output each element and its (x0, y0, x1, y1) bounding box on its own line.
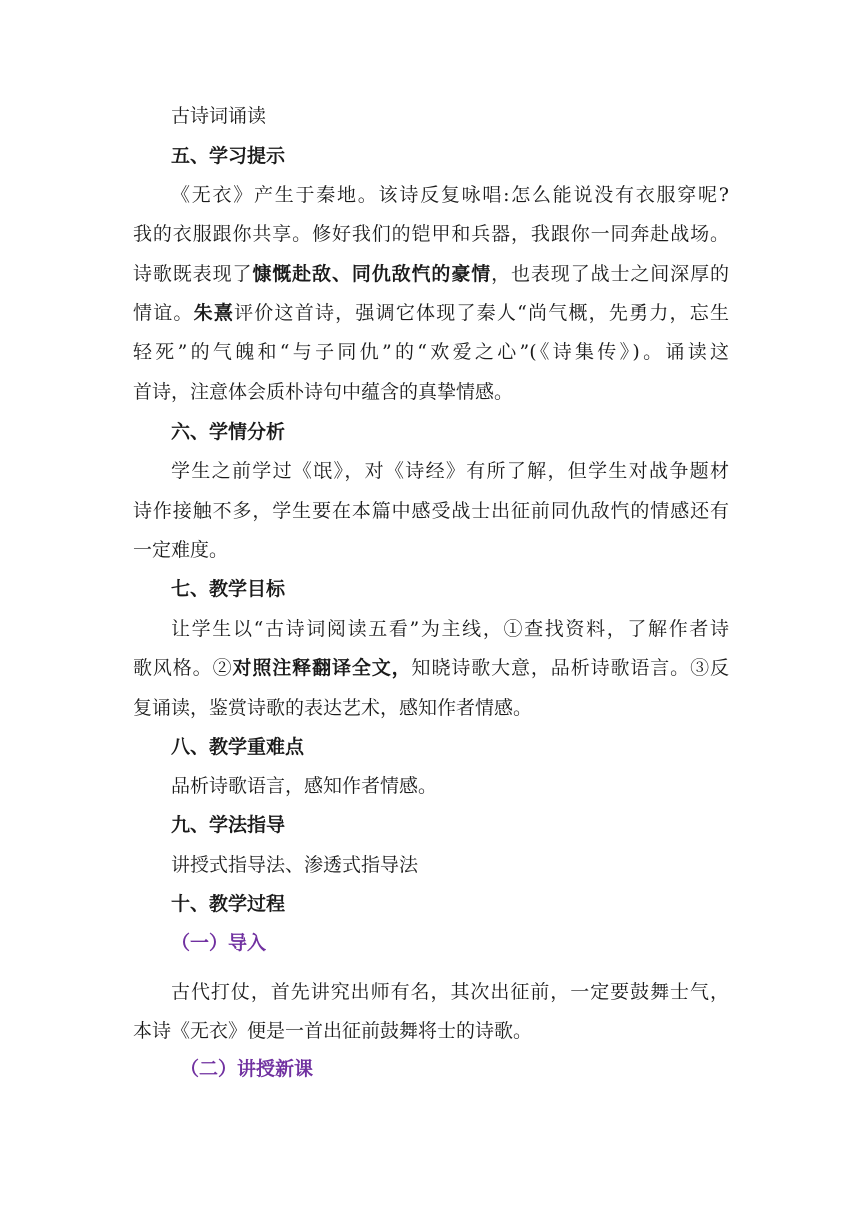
heading-teaching-goals: 七、教学目标 (171, 578, 286, 600)
top-line: 古诗词诵读 (171, 105, 267, 127)
subheading-new-lesson: （二）讲授新课 (180, 1058, 314, 1080)
paragraph-line: 复诵读，鉴赏诗歌的表达艺术，感知作者情感。 (133, 697, 533, 719)
emphasis-text: 朱熹 (193, 302, 235, 324)
paragraph-line: 诗作接触不多，学生要在本篇中感受战士出征前同仇敌忾的情感还有 (133, 500, 729, 522)
paragraph-line: 《无衣》产生于秦地。该诗反复咏唱:怎么能说没有衣服穿呢? (171, 184, 729, 206)
text-span: 情谊。 (133, 302, 194, 324)
heading-study-method: 九、学法指导 (171, 814, 286, 836)
paragraph-line: 古代打仗，首先讲究出师有名，其次出征前，一定要鼓舞士气， (171, 981, 729, 1003)
heading-teaching-process: 十、教学过程 (171, 893, 286, 915)
text-span: 评价这首诗，强调它体现了秦人“尚气概，先勇力，忘生 (234, 302, 729, 324)
text-span: 知晓诗歌大意，品析诗歌语言。③反 (411, 657, 729, 679)
paragraph-line: 讲授式指导法、渗透式指导法 (171, 854, 419, 876)
paragraph-line (133, 655, 729, 681)
paragraph-line: 轻死”的气魄和“与子同仇”的“欢爱之心”(《诗集传》)。诵读这 (133, 341, 729, 363)
text-span: ，也表现了战士之间深厚的 (491, 263, 729, 285)
heading-student-analysis: 六、学情分析 (171, 421, 286, 443)
paragraph-line: 一定难度。 (133, 539, 229, 561)
paragraph-line: 品析诗歌语言，感知作者情感。 (171, 775, 438, 797)
emphasis-text: 慷慨赴敌、同仇敌忾的豪情 (252, 263, 492, 285)
paragraph-line (133, 300, 729, 326)
paragraph-line: 让学生以“古诗词阅读五看”为主线，①查找资料，了解作者诗 (171, 618, 729, 640)
emphasis-text: 对照注释翻译全文， (232, 657, 412, 679)
text-span: 歌风格。② (133, 657, 233, 679)
subheading-introduction: （一）导入 (171, 932, 267, 954)
heading-key-points: 八、教学重难点 (171, 736, 305, 758)
paragraph-line: 首诗，注意体会质朴诗句中蕴含的真挚情感。 (133, 381, 514, 403)
paragraph-line (133, 261, 729, 287)
text-span: 诗歌既表现了 (133, 263, 253, 285)
paragraph-line: 本诗《无衣》便是一首出征前鼓舞将士的诗歌。 (133, 1020, 533, 1042)
heading-learning-tips: 五、学习提示 (171, 145, 286, 167)
paragraph-line: 学生之前学过《氓》，对《诗经》有所了解，但学生对战争题材 (171, 460, 729, 482)
paragraph-line: 我的衣服跟你共享。修好我们的铠甲和兵器，我跟你一同奔赴战场。 (133, 223, 729, 245)
